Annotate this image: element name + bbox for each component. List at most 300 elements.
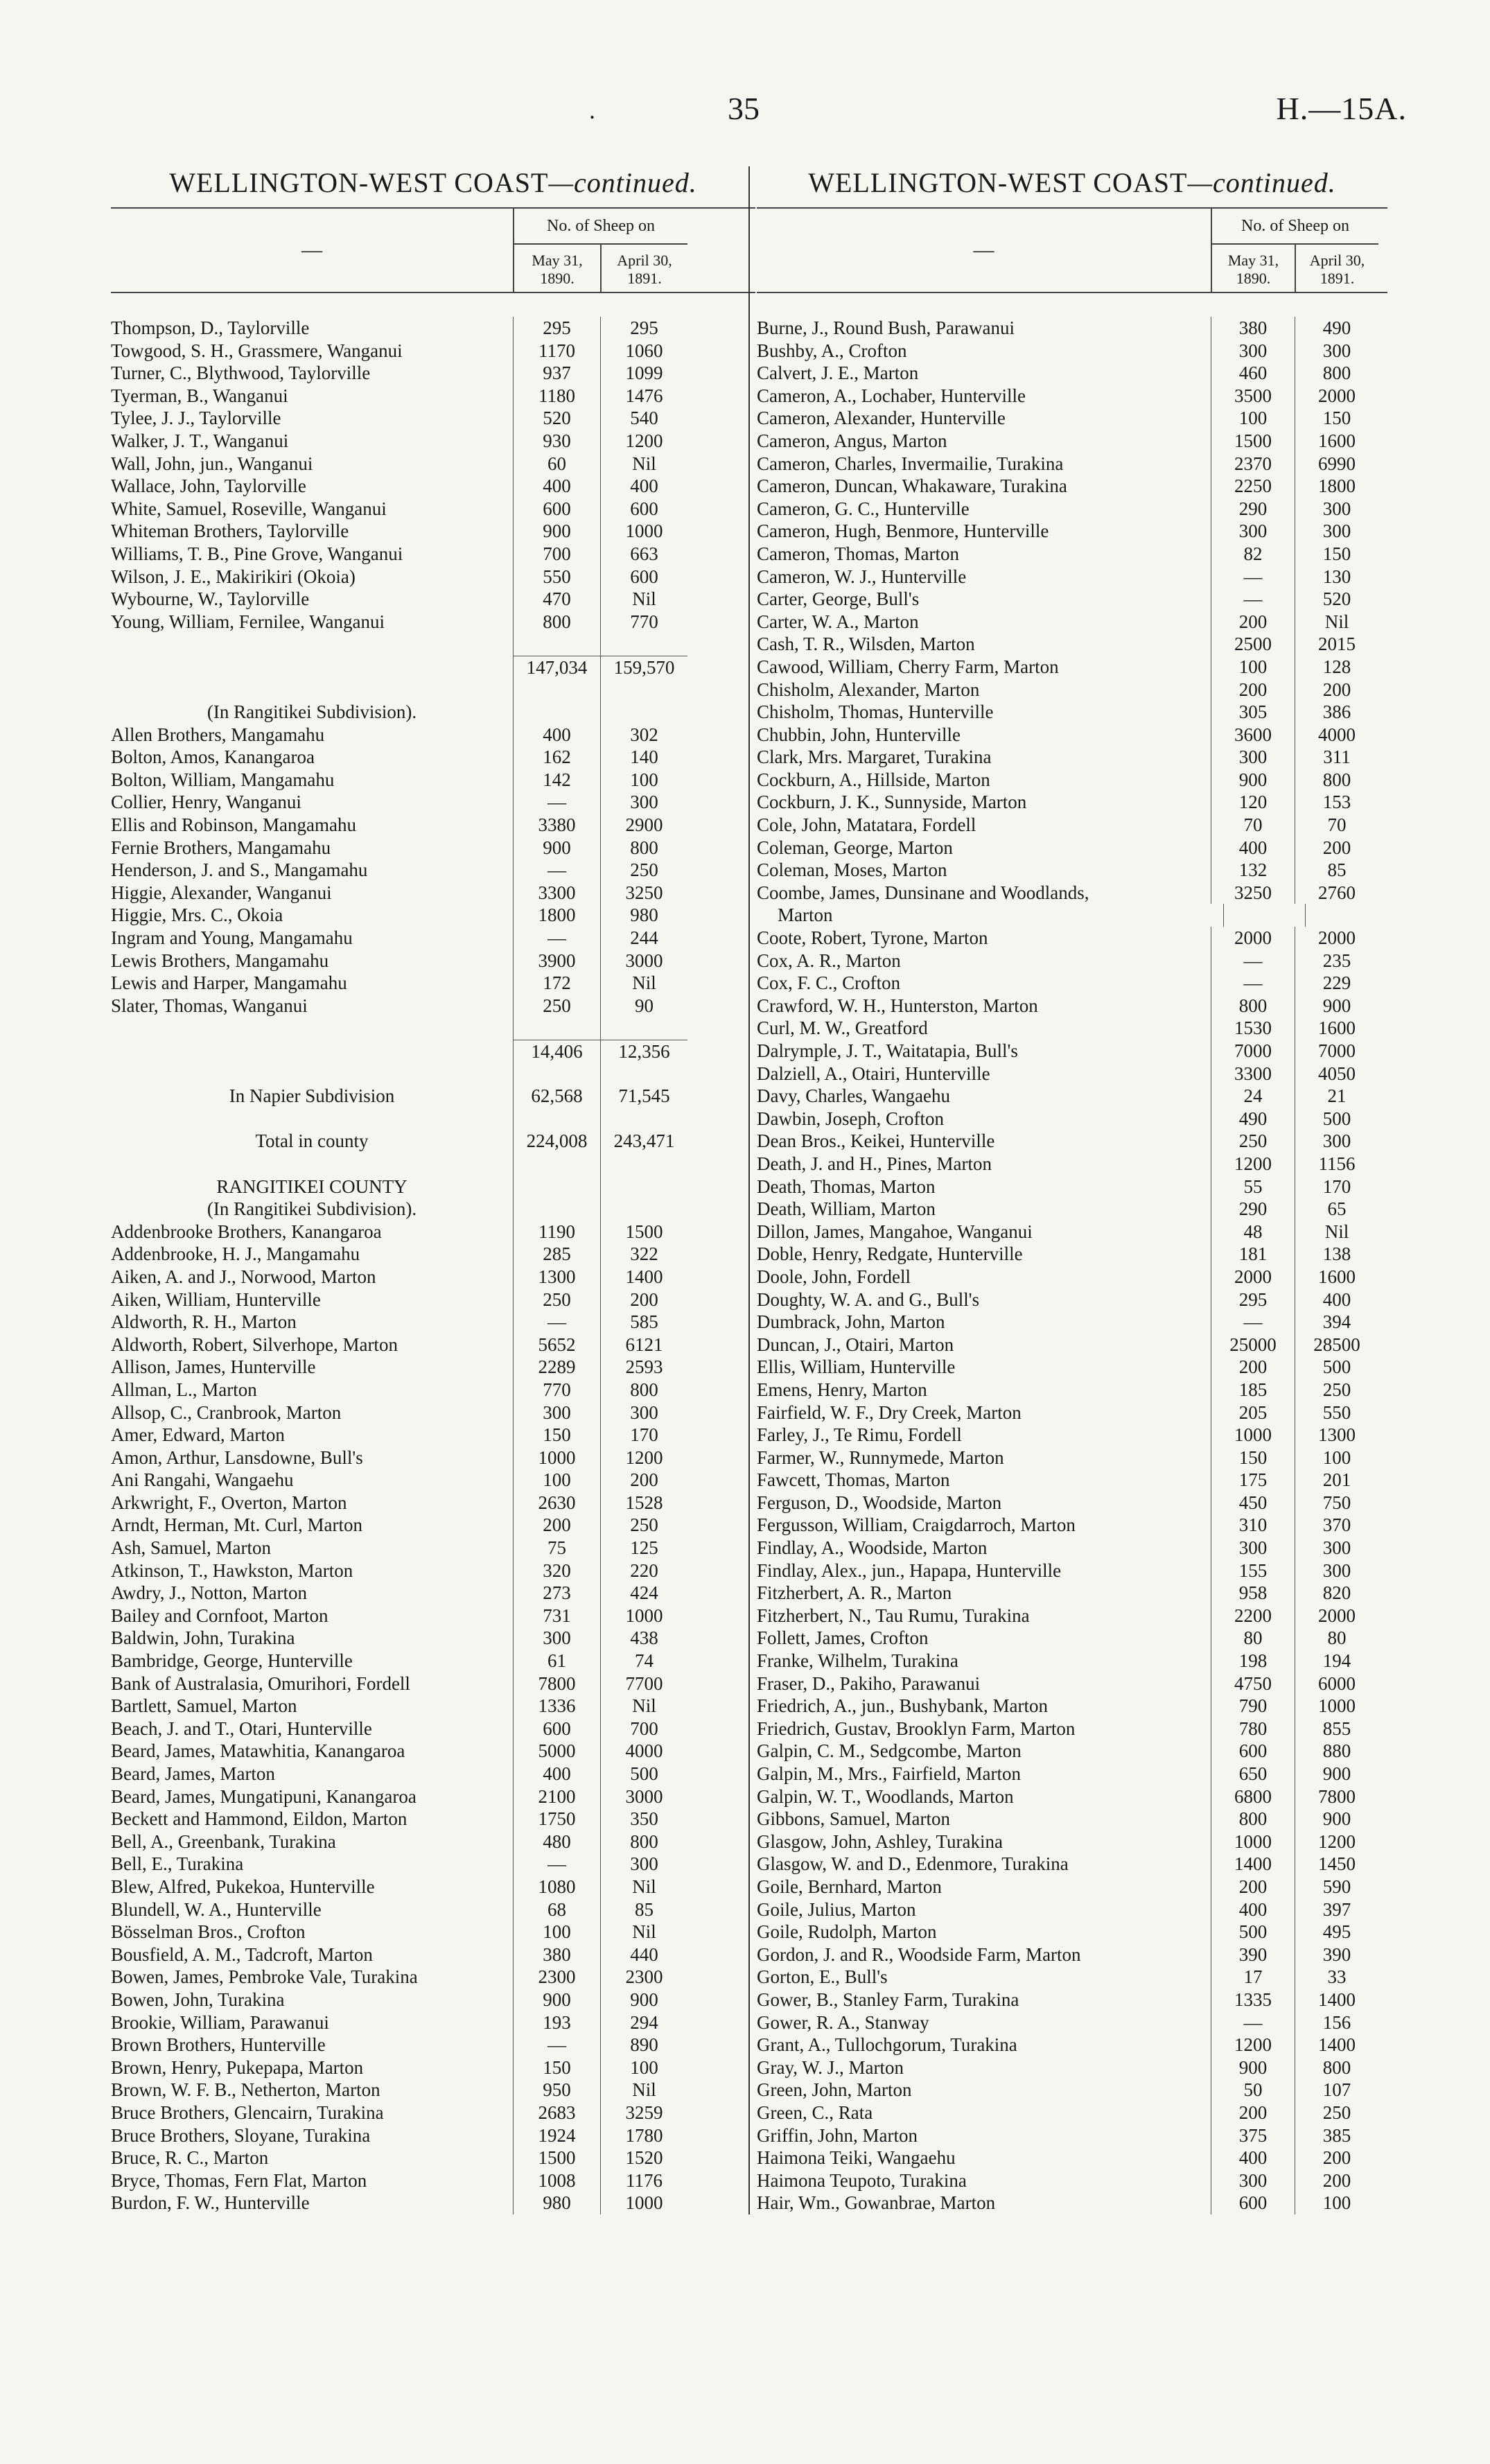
table-row [757,1266,1387,1288]
table-row [757,679,1387,701]
sheep-1890: 162 [513,746,600,769]
row-name: Cockburn, J. K., Sunnyside, Marton [757,792,1027,813]
row-name: Galpin, C. M., Sedgcombe, Marton [757,1740,1022,1762]
row-name [111,1040,513,1063]
table-row [111,2034,755,2056]
table-row [111,1605,755,1627]
sheep-1890: 900 [513,837,600,859]
sheep-1891: 300 [1295,1130,1378,1153]
sheep-1890: 120 [1211,791,1295,814]
sheep-1890: 400 [513,724,600,746]
sheep-1891 [600,633,687,656]
sheep-1891: 150 [1295,407,1378,430]
row-name: Allsop, C., Cranbrook, Marton [111,1401,342,1423]
table-row [111,791,755,814]
row-name: Brown, Henry, Pukepapa, Marton [111,2056,364,2078]
sheep-1890: — [1211,1311,1295,1334]
row-name: Gray, W. J., Marton [757,2056,904,2078]
row-name: Cash, T. R., Wilsden, Marton [757,634,975,655]
sheep-1890: 150 [1211,1447,1295,1469]
sheep-1890: 900 [513,520,600,543]
sheep-1891: 311 [1295,746,1378,769]
right-sheep-on-label: No. of Sheep on [1212,209,1378,245]
row-name: Higgie, Alexander, Wanganui [111,882,332,903]
sheep-1891 [600,1108,687,1130]
row-name: Beard, James, Mungatipuni, Kanangaroa [111,1785,417,1807]
table-row [757,475,1387,498]
row-name: Cawood, William, Cherry Farm, Marton [757,656,1059,677]
row-name: Slater, Thomas, Wanganui [111,995,308,1016]
table-row [757,1830,1387,1853]
sheep-1890: 305 [1211,701,1295,724]
row-name [111,1153,513,1176]
sheep-1891: 1400 [1295,1989,1378,2011]
row-name: Friedrich, Gustav, Brooklyn Farm, Marton [757,1718,1076,1739]
sheep-1890: — [513,791,600,814]
table-row [111,430,755,453]
table-row [111,2102,755,2124]
table-row [757,814,1387,837]
left-rows [111,293,755,2214]
table-row [757,656,1387,679]
row-name: Gower, R. A., Stanway [757,2011,929,2033]
row-name: Farmer, W., Runnymede, Marton [757,1447,1004,1468]
sheep-1890: 200 [1211,679,1295,701]
sheep-1891: 74 [600,1650,687,1672]
sheep-1891: 1520 [600,2147,687,2169]
row-name: Crawford, W. H., Hunterston, Marton [757,995,1038,1016]
sheep-1891: 550 [1295,1401,1378,1424]
table-row [757,1447,1387,1469]
sheep-1890: 4750 [1211,1672,1295,1695]
left-column-title [111,166,755,199]
sheep-1890: 400 [1211,837,1295,859]
sheep-1891: 1528 [600,1492,687,1514]
sheep-1890: 1500 [1211,430,1295,453]
sheep-1890: 3600 [1211,724,1295,746]
sheep-1891: 4000 [1295,724,1378,746]
table-row [757,1605,1387,1627]
sheep-1890: 1750 [513,1808,600,1830]
sheep-1890: 1080 [513,1876,600,1898]
row-name: Green, John, Marton [757,2079,912,2101]
row-name: Thompson, D., Taylorville [111,317,310,338]
sheep-1890: 380 [1211,317,1295,340]
table-row [111,769,755,792]
sheep-1891: 1600 [1295,430,1378,453]
table-row [757,1356,1387,1379]
sheep-1891: 7700 [600,1672,687,1695]
table-row [111,1785,755,1808]
row-name: Death, William, Marton [757,1198,936,1220]
sheep-1890: 24 [1211,1085,1295,1108]
sheep-1890: 400 [1211,1898,1295,1921]
sheep-1891: 2000 [1295,1605,1378,1627]
sheep-1891: 3250 [600,882,687,905]
row-name: Fairfield, W. F., Dry Creek, Marton [757,1401,1022,1423]
row-name: White, Samuel, Roseville, Wanganui [111,498,387,519]
row-name: Dean Bros., Keikei, Hunterville [757,1130,995,1152]
sheep-1891: 600 [600,498,687,521]
table-row [111,927,755,950]
table-row [111,724,755,746]
sheep-1890: 1000 [1211,1830,1295,1853]
row-name: Farley, J., Te Rimu, Fordell [757,1424,962,1446]
sheep-1891: 300 [1295,1559,1378,1582]
row-name: Franke, Wilhelm, Turakina [757,1650,958,1672]
table-row [757,995,1387,1017]
sheep-1890 [1223,904,1306,927]
table-row [757,2147,1387,2169]
sheep-1890 [513,1063,600,1085]
sheep-1890: 172 [513,972,600,995]
sheep-1890: 980 [513,2192,600,2214]
sheep-1890: 1335 [1211,1989,1295,2011]
table-row [757,1492,1387,1514]
sheep-1890: 3900 [513,950,600,972]
sheep-1891: 300 [600,1853,687,1876]
sheep-1891: 600 [600,566,687,588]
sheep-1891: 100 [1295,1447,1378,1469]
sheep-1890: 181 [1211,1243,1295,1266]
sheep-1891: 3000 [600,950,687,972]
row-name: Bartlett, Samuel, Marton [111,1695,297,1717]
sheep-1890: 250 [513,1288,600,1311]
sheep-1890: 400 [1211,2147,1295,2169]
row-name: Brown Brothers, Hunterville [111,2034,326,2056]
sheep-1891: 800 [600,1830,687,1853]
sheep-1890: 1400 [1211,1853,1295,1876]
table-row [757,317,1387,340]
table-row [757,1017,1387,1040]
sheep-1890: 60 [513,453,600,475]
sheep-1891: 1000 [600,520,687,543]
sheep-1891: 170 [1295,1176,1378,1198]
row-name: Total in county [255,1130,369,1152]
sheep-1890: 450 [1211,1492,1295,1514]
table-row [111,1876,755,1898]
table-row [757,430,1387,453]
table-row [757,746,1387,769]
sheep-1891: 1200 [600,1447,687,1469]
sheep-1891 [600,701,687,724]
sheep-1891: 1200 [600,430,687,453]
right-rows [757,293,1387,2214]
sheep-1890: 958 [1211,1582,1295,1605]
sheep-1891: 90 [600,995,687,1017]
row-name: Aiken, William, Hunterville [111,1288,321,1310]
table-row [757,972,1387,995]
row-name: Bowen, James, Pembroke Vale, Turakina [111,1966,418,1988]
row-name: Bryce, Thomas, Fern Flat, Marton [111,2169,367,2191]
table-row [111,498,755,521]
table-row [111,2124,755,2147]
table-row [111,1356,755,1379]
sheep-1891: 1500 [600,1221,687,1243]
table-row [111,588,755,611]
sheep-1890: 6800 [1211,1785,1295,1808]
table-row [757,791,1387,814]
table-row [757,904,1387,927]
row-name: Clark, Mrs. Margaret, Turakina [757,746,992,768]
sheep-1890: 150 [513,1424,600,1447]
sheep-1891: 300 [1295,498,1378,521]
sheep-1890: 198 [1211,1650,1295,1672]
row-name: Cameron, Thomas, Marton [757,543,959,564]
table-row [757,1469,1387,1492]
sheep-1890: 300 [513,1401,600,1424]
row-name: Fernie Brothers, Mangamahu [111,837,331,858]
sheep-1890: 200 [1211,611,1295,634]
row-name: Aiken, A. and J., Norwood, Marton [111,1266,376,1287]
sheep-1891: 800 [600,1379,687,1401]
sheep-1891: 250 [600,1514,687,1537]
table-row [111,2169,755,2192]
sheep-1890: 600 [513,498,600,521]
sheep-1891: 21 [1295,1085,1378,1108]
table-row [111,566,755,588]
table-row [757,769,1387,792]
sheep-1891: 1300 [1295,1424,1378,1447]
table-row [757,1379,1387,1401]
table-row [111,1989,755,2011]
table-row [111,1401,755,1424]
sheep-1891 [600,1153,687,1176]
sheep-1890: 205 [1211,1401,1295,1424]
table-row [111,1447,755,1469]
table-row [757,1559,1387,1582]
row-name: Amer, Edward, Marton [111,1424,285,1446]
row-name: Coleman, Moses, Marton [757,859,947,881]
sheep-1890: 3380 [513,814,600,837]
row-name: Davy, Charles, Wangaehu [757,1085,950,1107]
row-name: Lewis Brothers, Mangamahu [111,950,329,971]
sheep-1891: 2000 [1295,927,1378,950]
sheep-1891: 590 [1295,1876,1378,1898]
sheep-1891: 65 [1295,1198,1378,1221]
sheep-1890: 700 [513,543,600,566]
row-name: Tylee, J. J., Taylorville [111,408,281,429]
row-name: Beach, J. and T., Otari, Hunterville [111,1718,372,1739]
table-row [757,2056,1387,2079]
row-name: Galpin, M., Mrs., Fairfield, Marton [757,1763,1021,1784]
sheep-1891 [1305,904,1387,927]
sheep-1890: 300 [1211,746,1295,769]
sheep-1890: — [513,2034,600,2056]
sheep-1891: 6990 [1295,453,1378,475]
table-row [111,1559,755,1582]
table-row [757,1785,1387,1808]
row-name: Coombe, James, Dunsinane and Woodlands, [757,882,1089,903]
table-row [757,1582,1387,1605]
row-name: In Napier Subdivision [229,1085,395,1107]
sheep-1891: 80 [1295,1627,1378,1650]
sheep-1891: 250 [1295,1379,1378,1401]
sheep-1891: 85 [600,1898,687,1921]
row-name: Brown, W. F. B., Netherton, Marton [111,2079,380,2101]
sheep-1891: 150 [1295,543,1378,566]
row-name [111,679,513,701]
table-row [757,588,1387,611]
sheep-1890: — [1211,588,1295,611]
table-row [111,633,755,656]
table-row [111,317,755,340]
sheep-1891: 800 [1295,2056,1378,2079]
sheep-1890: 2683 [513,2102,600,2124]
row-name: Dalziell, A., Otairi, Hunterville [757,1063,990,1084]
sheep-1890: 3300 [513,882,600,905]
table-row [111,837,755,859]
table-row [757,1853,1387,1876]
row-name: Bolton, William, Mangamahu [111,769,335,790]
right-column [748,166,1387,2214]
sheep-1891: 1000 [600,1605,687,1627]
row-name: Carter, George, Bull's [757,588,920,610]
sheep-1890: 800 [1211,995,1295,1017]
sheep-1890: — [1211,972,1295,995]
table-row [111,2011,755,2034]
sheep-1891: 6121 [600,1334,687,1356]
row-name: Cameron, Hugh, Benmore, Hunterville [757,521,1049,542]
row-name: Coleman, George, Marton [757,837,953,858]
sheep-1891: 390 [1295,1943,1378,1966]
sheep-1890: 7800 [513,1672,600,1695]
sheep-1890: 2370 [1211,453,1295,475]
sheep-1890: 2500 [1211,633,1295,656]
row-name [111,1063,513,1085]
table-row [111,1243,755,1266]
sheep-1890: 193 [513,2011,600,2034]
table-row [757,1627,1387,1650]
right-title-suffix: —continued. [1187,167,1336,198]
page-number: 35 [728,91,760,126]
row-name: Fitzherbert, N., Tau Rumu, Turakina [757,1605,1030,1626]
sheep-1890: 375 [1211,2124,1295,2147]
row-name: Addenbrooke Brothers, Kanangaroa [111,1221,382,1242]
sheep-1891: Nil [600,588,687,611]
sheep-1891: 770 [600,611,687,634]
table-row [111,1266,755,1288]
page-header [0,90,1490,132]
sheep-1890: 1800 [513,904,600,927]
sheep-1890: 132 [1211,859,1295,882]
table-row [111,1853,755,1876]
sheep-1891: 1000 [600,2192,687,2214]
sheep-1891: 400 [600,475,687,498]
row-name: Bushby, A., Crofton [757,340,907,361]
row-name: Bolton, Amos, Kanangaroa [111,746,315,768]
row-name: Cameron, Alexander, Hunterville [757,408,1006,429]
row-name: Ellis and Robinson, Mangamahu [111,814,356,836]
row-name: Ani Rangahi, Wangaehu [111,1469,294,1491]
table-row [111,1582,755,1605]
table-row [757,1401,1387,1424]
table-row [111,882,755,905]
row-name: Allen Brothers, Mangamahu [111,724,325,745]
table-row [757,1763,1387,1785]
sheep-1891: 900 [1295,995,1378,1017]
row-name: Wybourne, W., Taylorville [111,588,310,610]
sheep-1890: 2250 [1211,475,1295,498]
sheep-1891: 107 [1295,2079,1378,2102]
sheep-1890: 790 [1211,1695,1295,1718]
row-name: Beckett and Hammond, Eildon, Marton [111,1808,407,1830]
sheep-1890: 900 [1211,769,1295,792]
row-name: Cox, A. R., Marton [757,950,901,971]
row-name: Bruce, R. C., Marton [111,2147,269,2169]
row-name: Galpin, W. T., Woodlands, Marton [757,1785,1014,1807]
row-name: Bruce Brothers, Glencairn, Turakina [111,2102,384,2123]
sheep-1891: 243,471 [600,1130,687,1153]
row-name: Chubbin, John, Hunterville [757,724,961,745]
sheep-1891: 170 [600,1424,687,1447]
sheep-1891: 500 [600,1763,687,1785]
sheep-1891: 201 [1295,1469,1378,1492]
sheep-1891: 130 [1295,566,1378,588]
sheep-1891 [600,1198,687,1221]
sheep-1890: 70 [1211,814,1295,837]
left-column [111,166,755,2214]
sheep-1891: 156 [1295,2011,1378,2034]
right-name-col-header: — [973,238,994,261]
sheep-1890: 480 [513,1830,600,1853]
table-row [757,882,1387,905]
left-table-header [111,207,755,293]
sheep-1890: 1000 [513,1447,600,1469]
table-row [111,340,755,362]
table-row [111,1627,755,1650]
row-name: Fraser, D., Pakiho, Parawanui [757,1672,981,1694]
sheep-1890: 770 [513,1379,600,1401]
sheep-1891: 300 [1295,520,1378,543]
table-row [757,1130,1387,1153]
table-row [111,1514,755,1537]
table-row [757,611,1387,634]
row-name: Towgood, S. H., Grassmere, Wanganui [111,340,403,361]
table-row [757,837,1387,859]
right-sheep-header [1211,209,1378,292]
sheep-1891: 294 [600,2011,687,2034]
table-row [111,453,755,475]
table-row [111,904,755,927]
table-row [111,679,755,701]
sheep-1890: 147,034 [513,656,600,679]
sheep-1891 [600,1176,687,1198]
table-row [757,1288,1387,1311]
sheep-1890: 650 [1211,1763,1295,1785]
sheep-1890: 142 [513,769,600,792]
sheep-1890 [513,1198,600,1221]
sheep-1891: 1450 [1295,1853,1378,1876]
sheep-1890: — [513,1311,600,1334]
sheep-1890: 17 [1211,1966,1295,1989]
header-dot: . [589,96,595,124]
table-row [111,1492,755,1514]
table-row [111,1017,755,1040]
table-row [111,1153,755,1176]
row-name: Dillon, James, Mangahoe, Wanganui [757,1221,1033,1242]
table-row [111,2192,755,2214]
table-row [111,2079,755,2102]
table-row [111,385,755,408]
row-name: Higgie, Mrs. C., Okoia [111,905,283,926]
sheep-1890: 930 [513,430,600,453]
sheep-1891: Nil [600,453,687,475]
sheep-1890: 5652 [513,1334,600,1356]
sheep-1891: 1600 [1295,1017,1378,1040]
sheep-1890: 175 [1211,1469,1295,1492]
row-name: Carter, W. A., Marton [757,611,919,632]
